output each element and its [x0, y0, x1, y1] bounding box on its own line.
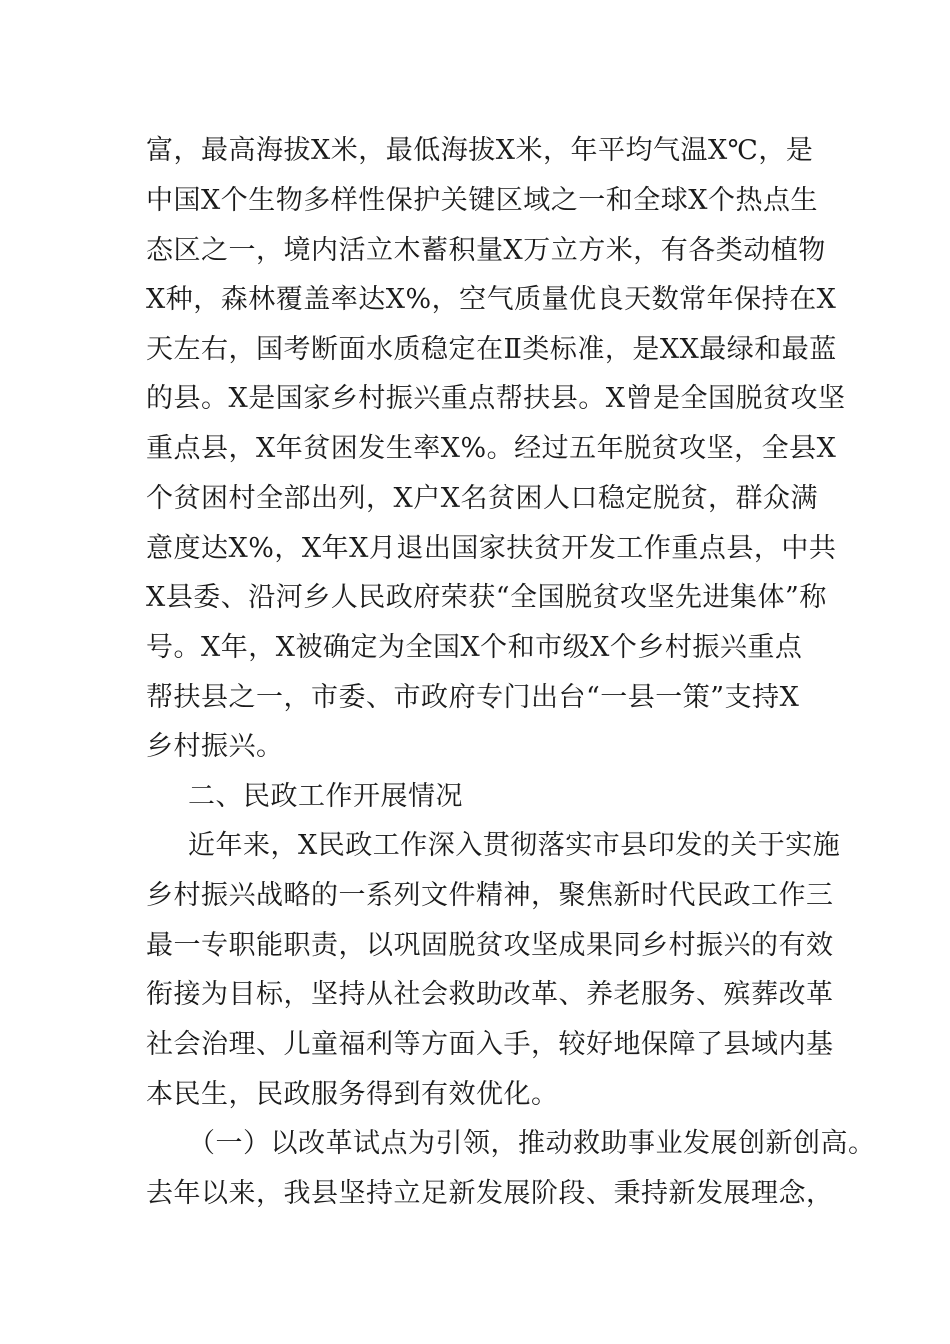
- body-line: 意度达X%，X年X月退出国家扶贫开发工作重点县，中共: [146, 533, 837, 564]
- body-line: 号。X年，X被确定为全国X个和市级X个乡村振兴重点: [146, 632, 803, 663]
- paragraph-first-line: 近年来，X民政工作深入贯彻落实市县印发的关于实施: [188, 830, 841, 861]
- body-line: 去年以来，我县坚持立足新发展阶段、秉持新发展理念，: [146, 1178, 834, 1209]
- body-line: 衔接为目标，坚持从社会救助改革、养老服务、殡葬改革: [146, 979, 834, 1010]
- body-line: X种，森林覆盖率达X%，空气质量优良天数常年保持在X: [146, 284, 837, 315]
- body-line: 乡村振兴战略的一系列文件精神，聚焦新时代民政工作三: [146, 880, 834, 911]
- body-line: 富，最高海拔X米，最低海拔X米，年平均气温X℃，是: [146, 135, 814, 166]
- body-line: 的县。X是国家乡村振兴重点帮扶县。X曾是全国脱贫攻坚: [146, 383, 846, 414]
- body-line: 态区之一，境内活立木蓄积量X万立方米，有各类动植物: [146, 235, 826, 266]
- body-line: 最一专职能职责，以巩固脱贫攻坚成果同乡村振兴的有效: [146, 930, 834, 961]
- body-line: X县委、沿河乡人民政府荣获“全国脱贫攻坚先进集体”称: [146, 582, 827, 613]
- body-line: 帮扶县之一，市委、市政府专门出台“一县一策”支持X: [146, 682, 800, 713]
- subsection-heading: （一）以改革试点为引领，推动救助事业发展创新创高。: [188, 1128, 876, 1159]
- section-heading: 二、民政工作开展情况: [188, 781, 463, 812]
- body-line: 个贫困村全部出列，X户X名贫困人口稳定脱贫，群众满: [146, 483, 818, 514]
- body-line: 本民生，民政服务得到有效优化。: [146, 1079, 559, 1110]
- body-line: 社会治理、儿童福利等方面入手，较好地保障了县域内基: [146, 1029, 834, 1060]
- body-line: 乡村振兴。: [146, 731, 284, 762]
- body-line: 中国X个生物多样性保护关键区域之一和全球X个热点生: [146, 185, 818, 216]
- body-line: 天左右，国考断面水质稳定在Ⅱ类标准，是XX最绿和最蓝: [146, 334, 837, 365]
- body-line: 重点县，X年贫困发生率X%。经过五年脱贫攻坚，全县X: [146, 433, 837, 464]
